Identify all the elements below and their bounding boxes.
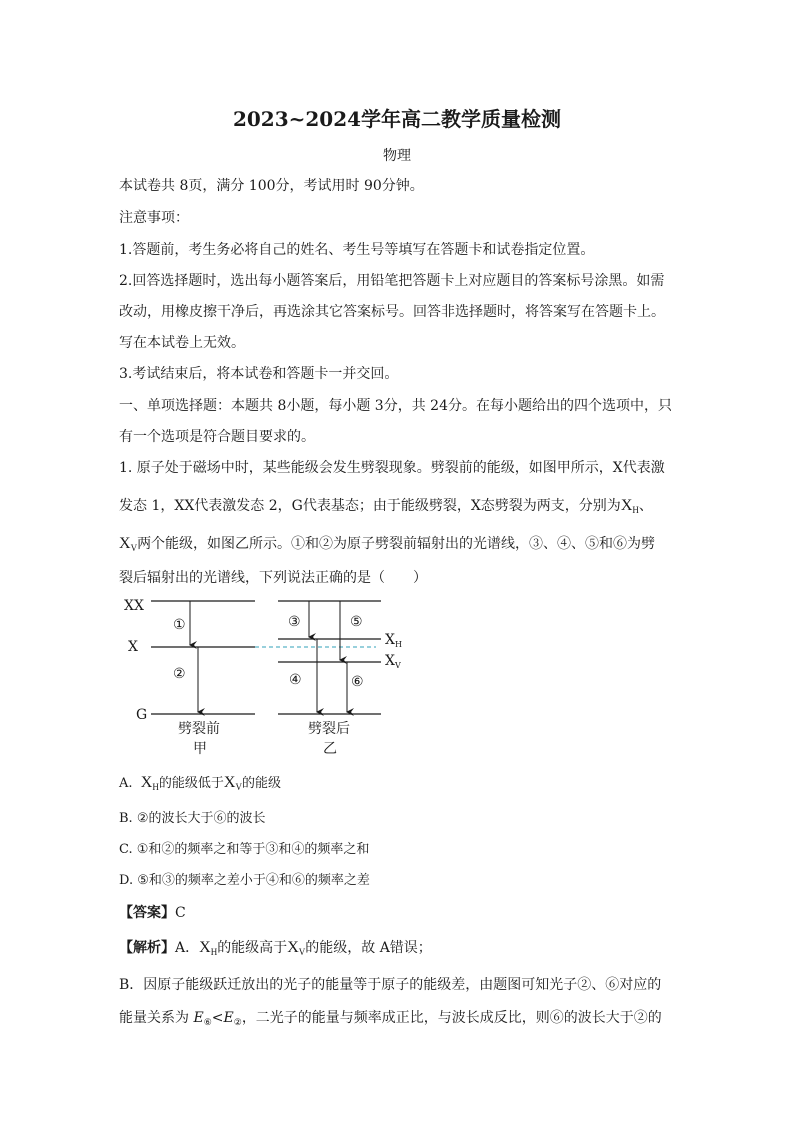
notice-2-end: 写在本试卷上无效。	[119, 335, 245, 351]
xv-symbol: $X_V$	[119, 535, 138, 553]
xh-symbol: $X_H$	[620, 497, 639, 515]
subject-title: 物理	[383, 148, 411, 164]
notice-2: 2.回答选择题时，选出每小题答案后，用铅笔把答题卡上对应题目的答案标号涂黑。如需	[119, 273, 665, 289]
label-xv: $X_V$	[385, 653, 401, 670]
option-a: A. $X_H$的能级低于$X_V$的能级	[119, 774, 281, 792]
label-xh: $X_H$	[385, 632, 402, 649]
question-1-line-3-text: 两个能级，如图乙所示。①和②为原子劈裂前辐射出的光谱线，③、④、⑤和⑥为劈	[137, 536, 656, 552]
right-caption-2: 乙	[323, 741, 337, 757]
label-g: G	[136, 707, 148, 723]
intro-text: 本试卷共 8页，满分 100分，考试用时 90分钟。	[119, 178, 424, 194]
energy-level-diagram	[118, 593, 418, 763]
section-heading-cont: 有一个选项是符合题目要求的。	[119, 429, 315, 445]
label-x: X	[128, 639, 138, 655]
question-1-line-2: 发态 1，XX代表激发态 2，G代表基态；由于能级劈裂，X态劈裂为两支，分别为$X_H$、	[119, 497, 653, 515]
label-circle-4: ④	[289, 672, 302, 688]
label-circle-6: ⑥	[351, 674, 364, 690]
question-1-line-1: 1. 原子处于磁场中时，某些能级会发生劈裂现象。劈裂前的能级，如图甲所示，X代表激	[119, 460, 665, 476]
option-c: C. ①和②的频率之和等于③和④的频率之和	[119, 842, 370, 857]
notice-1: 1.答题前，考生务必将自己的姓名、考生号等填写在答题卡和试卷指定位置。	[119, 242, 595, 258]
analysis-a: 【解析】A．$X_H$的能级高于$X_V$的能级，故 A错误；	[119, 939, 432, 957]
label-xx: XX	[124, 598, 144, 614]
answer-line	[119, 903, 186, 923]
answer-label: 【答案】	[119, 905, 175, 921]
option-b: B. ②的波长大于⑥的波长	[119, 811, 266, 826]
notice-3: 3.考试结束后，将本试卷和答题卡一并交回。	[119, 366, 399, 382]
analysis-label: 【解析】	[119, 940, 175, 956]
question-1-line-4: 裂后辐射出的光谱线，下列说法正确的是（ ）	[119, 570, 427, 586]
page-title: 2023~2024学年高二教学质量检测	[232, 107, 562, 131]
answer-value: C	[175, 905, 186, 921]
question-1-line-3	[119, 534, 655, 558]
question-1-line-2-text: 发态 1，XX代表激发态 2，G代表基态；由于能级劈裂，X态劈裂为两支，分别为	[119, 498, 621, 514]
left-caption-1: 劈裂前	[178, 721, 220, 737]
section-heading: 一、单项选择题：本题共 8小题，每小题 3分，共 24分。在每小题给出的四个选项中，只	[119, 398, 672, 414]
analysis-b-line-1: B．因原子能级跃迁放出的光子的能量等于原子的能级差，由题图可知光子②、⑥对应的	[119, 977, 662, 993]
analysis-b-line-2: 能量关系为 $E_⑥<E_②$，二光子的能量与频率成正比，与波长成反比，则⑥的波长大于②的	[119, 1010, 662, 1028]
notice-title: 注意事项：	[119, 210, 189, 226]
option-d: D. ⑤和③的频率之差小于④和⑥的频率之差	[119, 873, 370, 888]
notice-2-cont: 改动，用橡皮擦干净后，再选涂其它答案标号。回答非选择题时，将答案写在答题卡上。	[119, 304, 665, 320]
right-caption-1: 劈裂后	[308, 721, 350, 737]
label-circle-3: ③	[288, 614, 301, 630]
label-circle-5: ⑤	[350, 614, 363, 630]
left-caption-2: 甲	[193, 741, 207, 757]
label-circle-1: ①	[173, 617, 186, 633]
label-circle-2: ②	[173, 666, 186, 682]
